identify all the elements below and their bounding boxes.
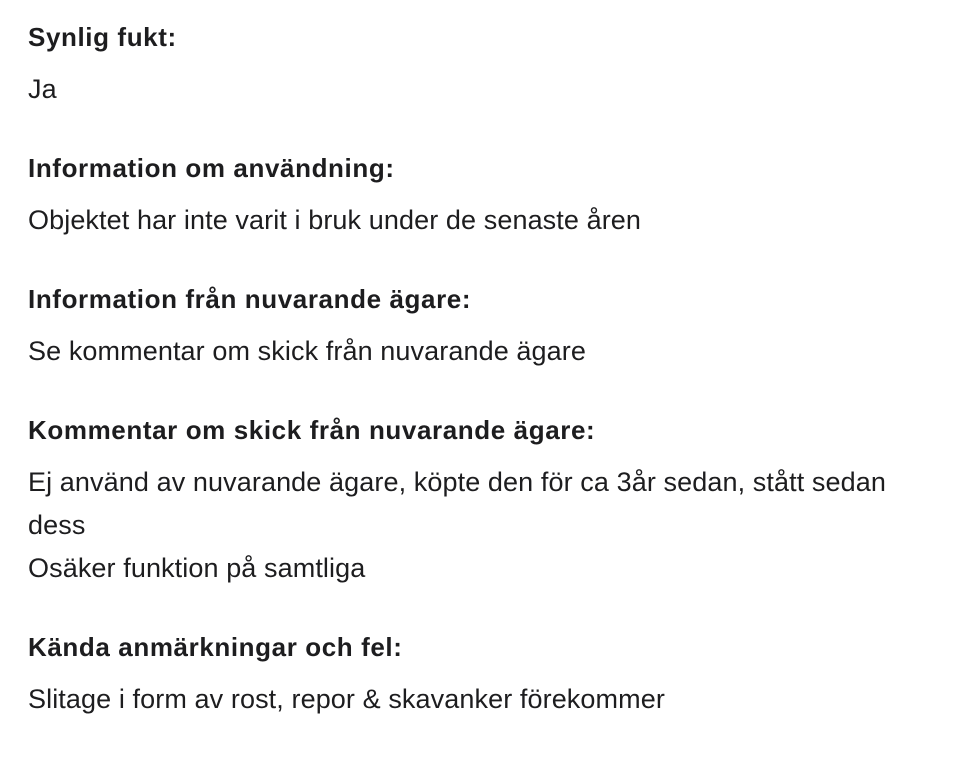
- section-body: [28, 461, 932, 590]
- details-section: [28, 20, 932, 111]
- details-section: [28, 282, 932, 373]
- section-body: [28, 330, 932, 373]
- details-section: [28, 413, 932, 590]
- section-paragraph: Ja: [28, 74, 57, 104]
- section-paragraph: Ej använd av nuvarande ägare, köpte den för ca 3år sedan, stått sedan dess: [28, 467, 886, 540]
- section-body: [28, 678, 932, 721]
- section-body: [28, 68, 932, 111]
- section-label: Kända anmärkningar och fel:: [28, 632, 403, 662]
- section-label: Kommentar om skick från nuvarande ägare:: [28, 415, 596, 445]
- details-section: [28, 151, 932, 242]
- details-section: [28, 630, 932, 721]
- section-paragraph: Osäker funktion på samtliga: [28, 553, 366, 583]
- section-label: Information från nuvarande ägare:: [28, 284, 472, 314]
- section-label: Synlig fukt:: [28, 22, 177, 52]
- section-label: Information om användning:: [28, 153, 395, 183]
- section-paragraph: Se kommentar om skick från nuvarande ägare: [28, 336, 586, 366]
- section-paragraph: Objektet har inte varit i bruk under de senaste åren: [28, 205, 642, 235]
- section-paragraph: Slitage i form av rost, repor & skavanker förekommer: [28, 684, 665, 714]
- section-body: [28, 199, 932, 242]
